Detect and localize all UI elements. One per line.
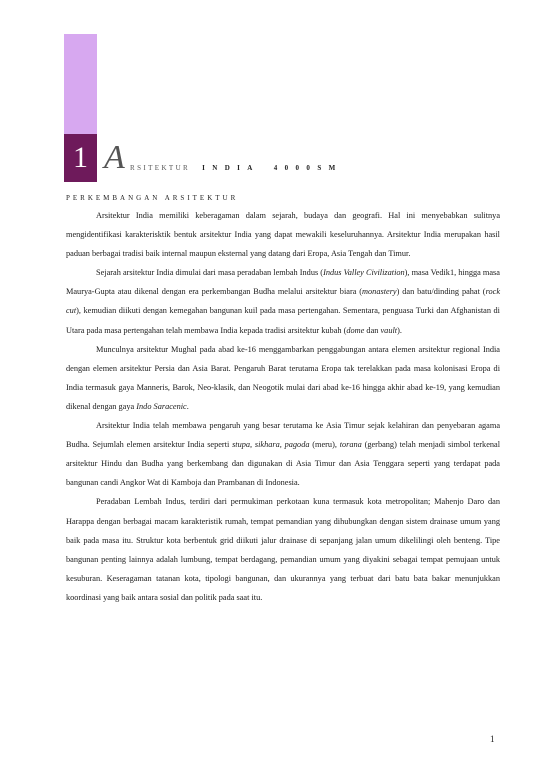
- paragraph-2-text: Sejarah arsitektur India dimulai dari masa peradaban lembah Indus (: [96, 268, 324, 278]
- paragraph-3: [66, 340, 500, 416]
- chapter-bar-light: [64, 34, 97, 134]
- paragraph-4-italic: torana: [339, 440, 362, 450]
- section-heading: PERKEMBANGAN ARSITEKTUR: [66, 194, 239, 202]
- paragraph-2-text: ).: [397, 325, 402, 335]
- paragraph-2: [66, 263, 500, 339]
- paragraph-2-italic: rock cut: [66, 287, 501, 316]
- body-text: [66, 206, 500, 607]
- paragraph-2-text: dan: [364, 325, 381, 335]
- paragraph-1: Arsitektur India memiliki keberagaman dalam sejarah, budaya dan geografi. Hal ini menyebabkan sulitnya mengidentifikasi karakterisktik bentuk arsitektur India yang dapat mewakili keseluruhannya. Arsitektur India merupakan hasil paduan berbagai tradisi baik internal maupun eksternal yang datang dari Eropa, Asia Tengah dan Timur.: [66, 211, 500, 259]
- paragraph-5: Peradaban Lembah Indus, terdiri dari permukiman perkotaan kuna termasuk kota metropolitan; Mahenjo Daro dan Harappa dengan berbagai macam karakteristik rumah, tempat pemandian yang dihubungkan dengan sistem drainase umum yang baik pada masa itu. Struktur kota berbentuk grid diikuti jalur drainase di sepanjang jalan umum dikelilingi oleh benteng. Tipe bangunan penting lainnya adalah lumbung, tempat berdagang, pemandian umum yang diyakini sebagai tempat pemujaan untuk kesuburan. Keseragaman tatanan kota, tipologi bangunan, dan ukurannya yang terbuat dari batu bata bakar menunjukkan koordinasi yang baik antara sosial dan politik pada saat itu.: [66, 497, 500, 602]
- chapter-title: [130, 164, 343, 172]
- chapter-number: 1: [73, 141, 88, 174]
- chapter-title-word3: 4000SM: [273, 164, 343, 172]
- chapter-title-rest: RSITEKTUR: [130, 164, 191, 172]
- paragraph-2-text: ) dan batu/dinding pahat (: [396, 287, 486, 297]
- paragraph-2-text: ), masa Vedik1, hingga masa Maurya-Gupta atau dikenal dengan era perkembangan Budha melalui arsitektur biara (: [66, 268, 500, 297]
- page-number: 1: [490, 734, 495, 744]
- paragraph-2-italic: vault: [380, 325, 398, 335]
- paragraph-2-italic: Indus Valley Civilization: [323, 268, 405, 278]
- chapter-initial: A: [104, 139, 125, 176]
- paragraph-3-italic: Indo Saracenic: [136, 401, 187, 411]
- paragraph-3-text: .: [186, 401, 189, 411]
- paragraph-4-text: (gerbang) telah menjadi simbol terkenal arsitektur Hindu dan Budha yang berkembang dan digunakan di Asia Timur dan Asia Tenggara seperti yang terdapat pada bangunan candi Angkor Wat di Kamboja dan Prambanan di Indonesia.: [66, 440, 501, 488]
- paragraph-4-italic: stupa, sikhara, pagoda: [232, 440, 310, 450]
- paragraph-3-text: Munculnya arsitektur Mughal pada abad ke-16 menggambarkan penggabungan antara elemen arsitektur regional India dengan elemen arsitektur Persia dan Asia Barat. Pengaruh Barat terutama Eropa tak terelakkan pada masa kolonisasi Eropa di India termasuk gaya Manneris, Barok, Neo-klasik, dan Neogotik mulai dari abad ke-16 hingga akhir abad ke-19, yang kemudian dikenal dengan gaya: [66, 344, 500, 411]
- paragraph-4-text: (meru),: [309, 440, 340, 450]
- paragraph-2-text: ), kemudian diikuti dengan kemegahan bangunan kuil pada masa pertengahan. Sementara, penguasa Turki dan Afghanistan di Utara pada masa pertengahan telah membawa India kepada tradisi arsitektur kubah (: [66, 306, 500, 335]
- paragraph-2-italic: monastery: [362, 287, 397, 297]
- paragraph-4-text: Arsitektur India telah membawa pengaruh yang besar terutama ke Asia Timur sejak kelahiran dan penyebaran agama Budha. Sejumlah elemen arsitektur India seperti: [66, 421, 500, 450]
- paragraph-4: [66, 416, 500, 492]
- paragraph-2-italic: dome: [346, 325, 365, 335]
- chapter-title-word2: INDIA: [202, 164, 260, 172]
